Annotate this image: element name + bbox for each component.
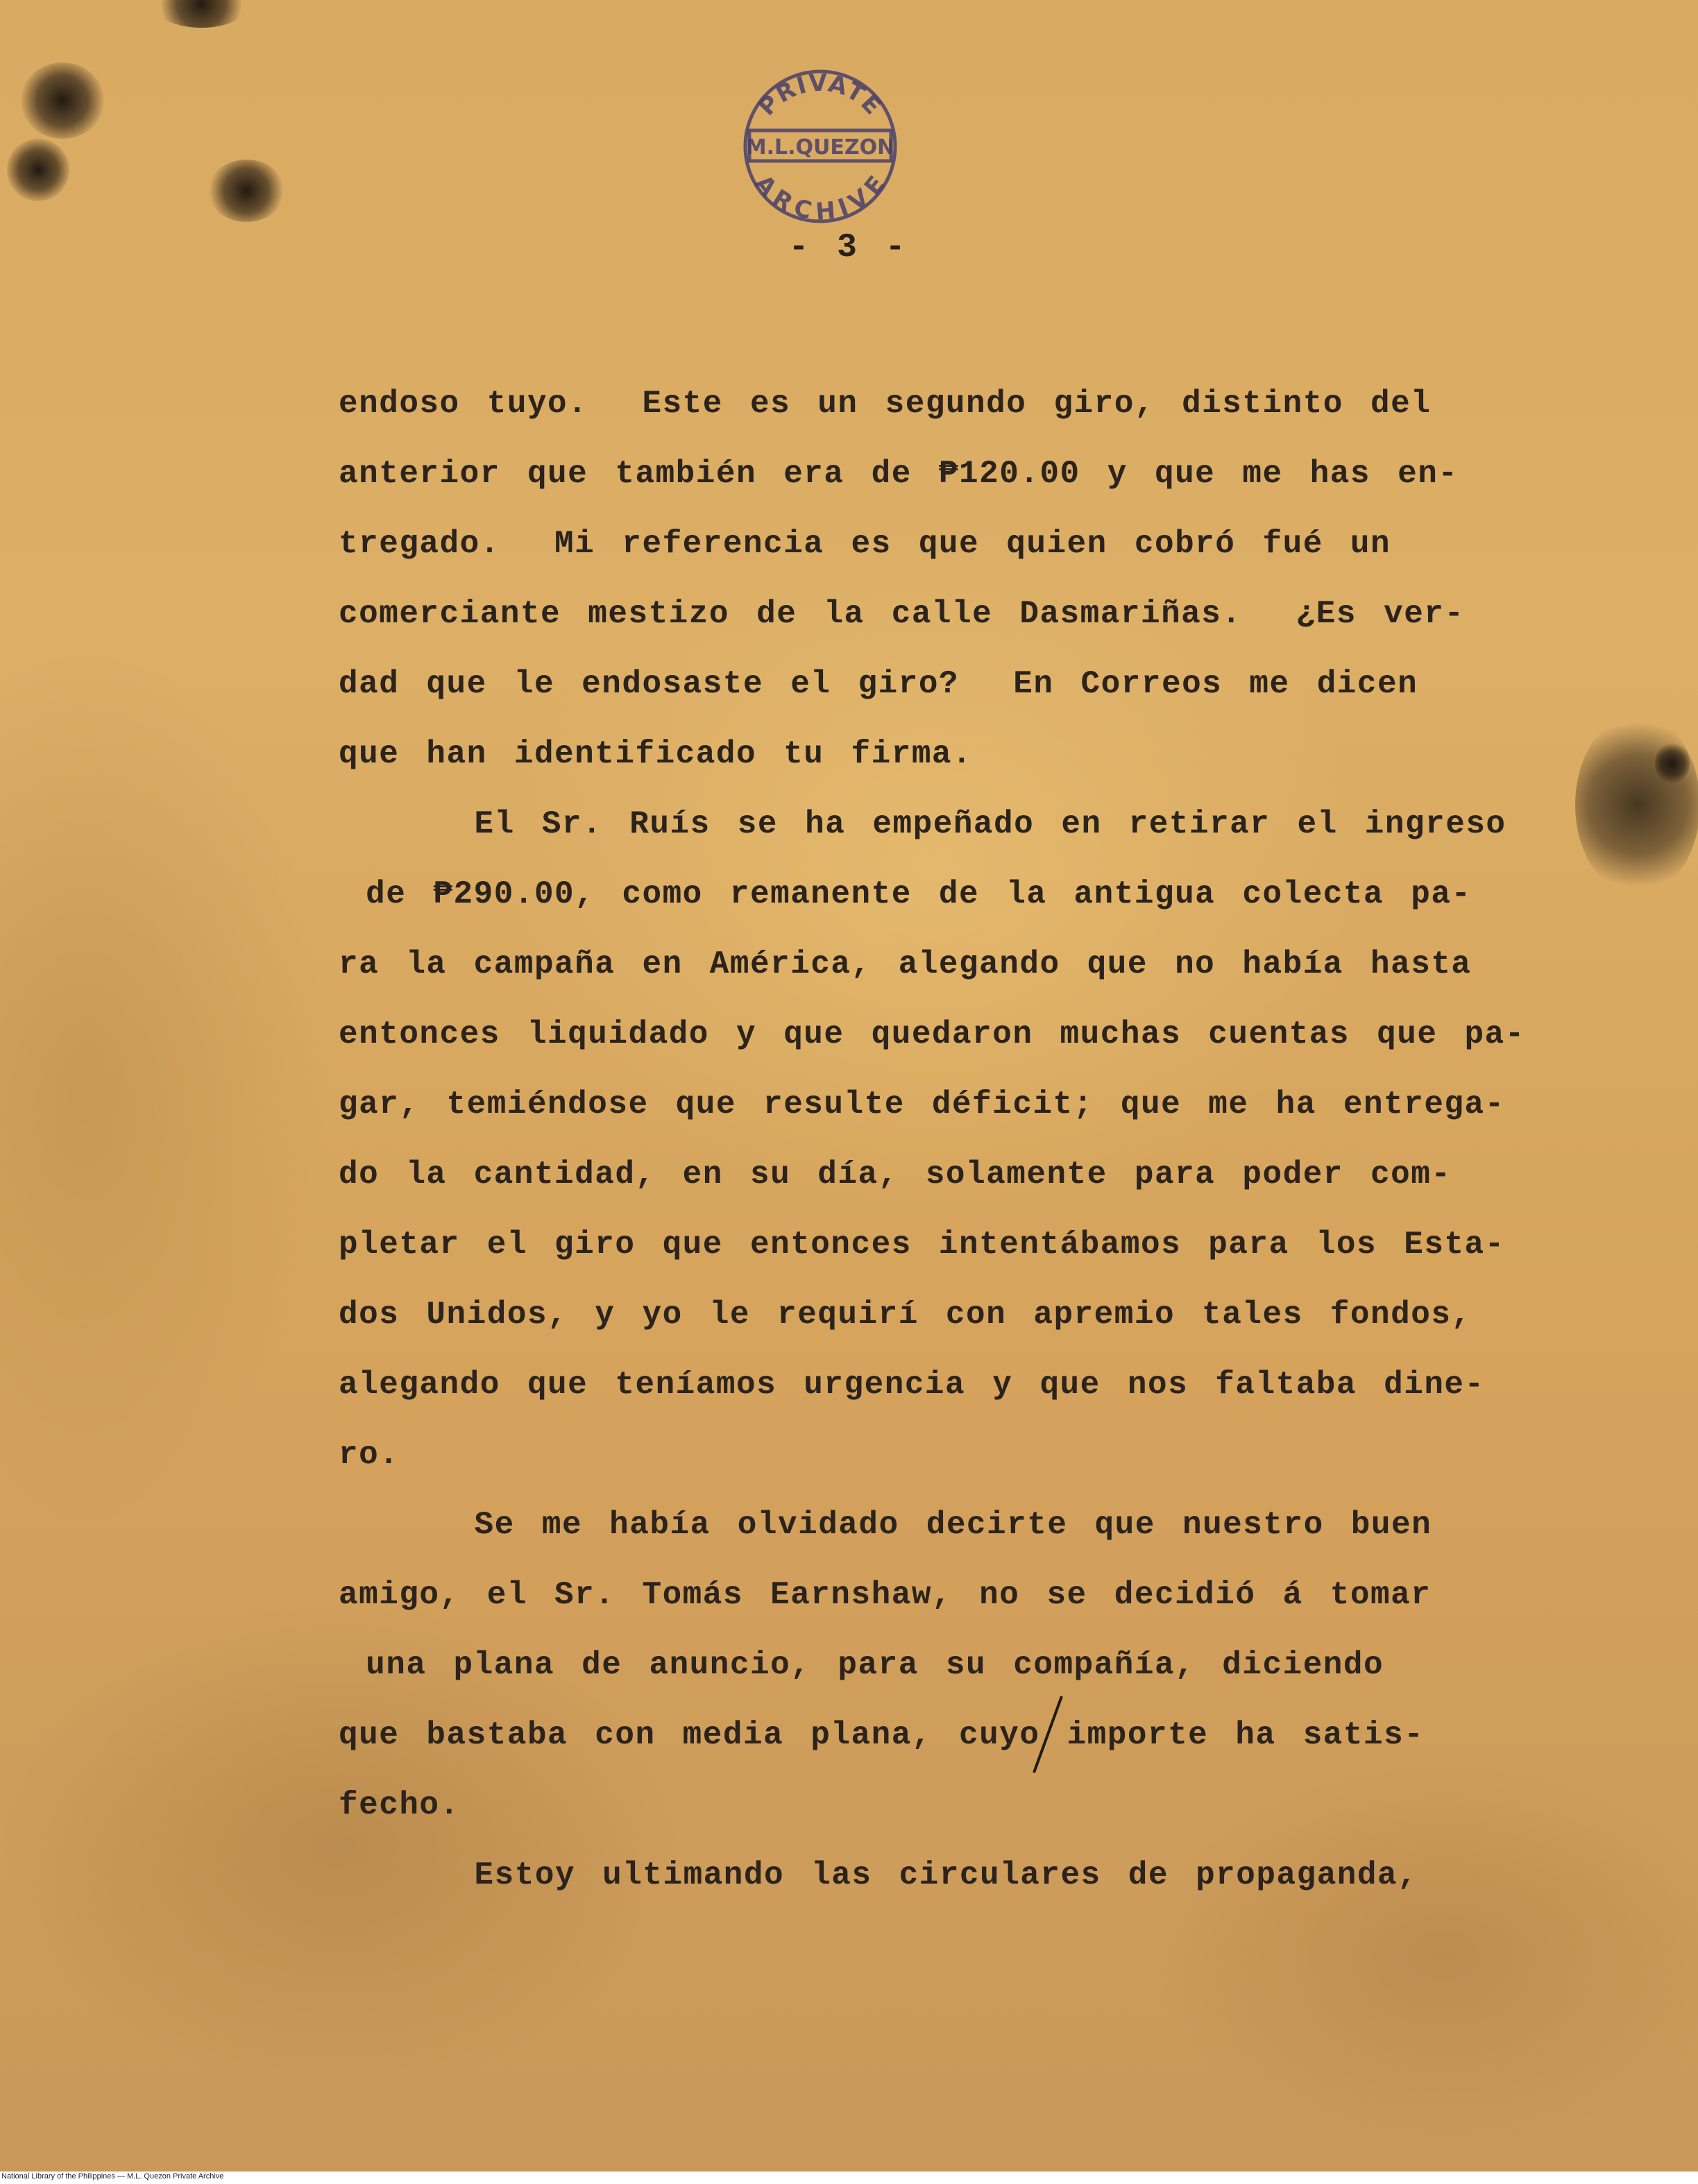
- text-line: do la cantidad, en su día, solamente para poder com-: [339, 1157, 1452, 1193]
- stamp-top-text: PRIVATE: [753, 69, 888, 121]
- text-line: que han identificado tu firma.: [339, 736, 973, 772]
- text-line: una plana de anuncio, para su compañía, diciendo: [339, 1647, 1384, 1683]
- archive-stamp: [737, 67, 903, 226]
- ink-blot-near-margin: [208, 160, 285, 222]
- stamp-bottom-text: ARCHIVE: [749, 169, 892, 226]
- ink-blot-top-corner: [153, 0, 250, 28]
- ink-blot-right: [1575, 715, 1698, 895]
- text-line: alegando que teníamos urgencia y que nos faltaba dine-: [339, 1367, 1485, 1403]
- ink-spot-right-edge: [1655, 742, 1690, 784]
- text-line: El Sr. Ruís se ha empeñado en retirar el ingreso: [339, 806, 1506, 842]
- text-line: dos Unidos, y yo le requirí con apremio tales fondos,: [339, 1297, 1472, 1333]
- ink-blot-top-left-small: [7, 139, 69, 201]
- text-line: comerciante mestizo de la calle Dasmariñas. ¿Es ver-: [339, 596, 1465, 632]
- pen-strike-mark: [1027, 1693, 1069, 1776]
- text-line: tregado. Mi referencia es que quien cobró fué un: [339, 526, 1391, 562]
- text-line: amigo, el Sr. Tomás Earnshaw, no se decidió á tomar: [339, 1577, 1432, 1613]
- text-line: fecho.: [339, 1787, 460, 1823]
- page-number: - 3 -: [788, 229, 910, 266]
- svg-text:PRIVATE: [753, 69, 887, 121]
- text-line: pletar el giro que entonces intentábamos para los Esta-: [339, 1227, 1505, 1263]
- text-line: gar, temiéndose que resulte déficit; que me ha entrega-: [339, 1086, 1505, 1123]
- stamp-center-text: M.L.QUEZON: [745, 135, 895, 160]
- scan-footer-strip: [0, 2172, 1698, 2184]
- svg-text:ARCHIVE: [749, 170, 891, 226]
- scan-footer-text: National Library of the Philippines — M.L. Quezon Private Archive: [1, 2172, 224, 2181]
- text-line: endoso tuyo. Este es un segundo giro, distinto del: [339, 386, 1432, 422]
- text-line: Se me había olvidado decirte que nuestro buen: [339, 1507, 1432, 1543]
- text-line: anterior que también era de ₱120.00 y que me has en-: [339, 456, 1459, 492]
- text-line: Estoy ultimando las circulares de propaganda,: [339, 1857, 1418, 1893]
- text-line: ra la campaña en América, alegando que no había hasta: [339, 946, 1472, 982]
- text-line: entonces liquidado y que quedaron muchas cuentas que pa-: [339, 1016, 1525, 1052]
- text-line: dad que le endosaste el giro? En Correos me dicen: [339, 666, 1418, 702]
- text-line: que bastaba con media plana, cuyo importe ha satis-: [339, 1717, 1425, 1753]
- text-line: ro.: [339, 1437, 400, 1473]
- text-line: de ₱290.00, como remanente de la antigua colecta pa-: [339, 876, 1472, 912]
- letter-body: [339, 369, 1546, 1911]
- ink-blot-top-left: [21, 62, 104, 139]
